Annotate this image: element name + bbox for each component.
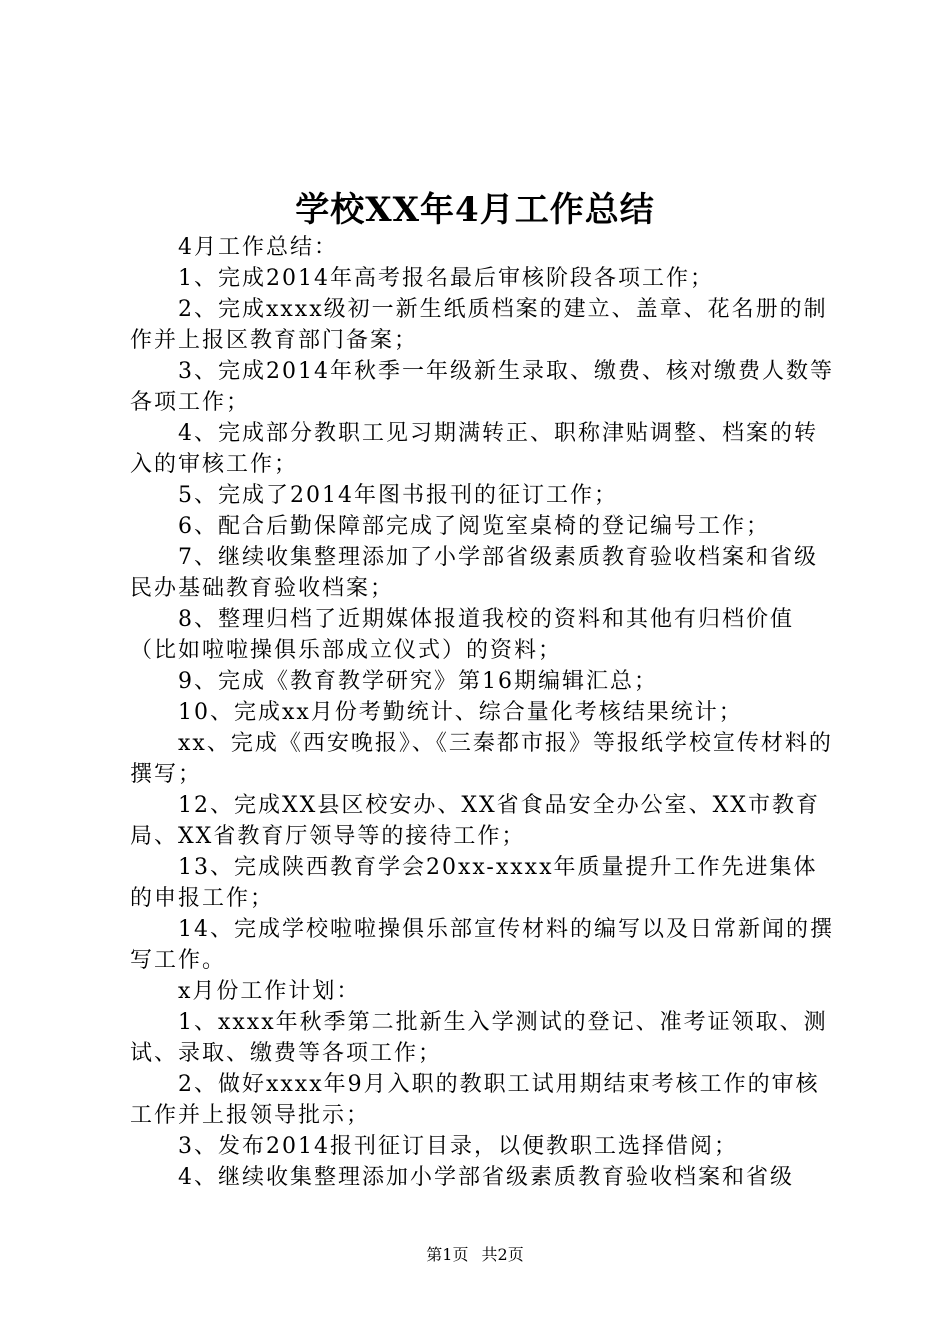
page-number: 第1页 [426,1245,469,1264]
paragraph: 7、继续收集整理添加了小学部省级素质教育验收档案和省级民办基础教育验收档案； [130,545,818,601]
paragraph: 8、整理归档了近期媒体报道我校的资料和其他有归档价值（比如啦啦操俱乐部成立仪式）的资料； [130,607,794,663]
paragraph: 6、配合后勤保障部完成了阅览室桌椅的登记编号工作； [178,514,770,539]
paragraph: 2、做好xxxx年9月入职的教职工试用期结束考核工作的审核工作并上报领导批示； [130,1072,820,1128]
page-footer [0,1244,950,1266]
paragraph: xx、完成《西安晚报》、《三秦都市报》等报纸学校宣传材料的撰写； [130,731,833,787]
paragraph: 3、完成2014年秋季一年级新生录取、缴费、核对缴费人数等各项工作； [130,359,834,415]
document-body [130,232,836,1193]
paragraph: 5、完成了2014年图书报刊的征订工作； [178,483,618,508]
paragraph: 4月工作总结： [178,235,338,260]
paragraph: 14、完成学校啦啦操俱乐部宣传材料的编写以及日常新闻的撰写工作。 [130,917,834,973]
paragraph: 12、完成XX县区校安办、XX省食品安全办公室、XX市教育局、XX省教育厅领导等的接待工作； [130,793,820,849]
document-title: 学校XX年4月工作总结 [295,190,655,230]
paragraph: 2、完成xxxx级初一新生纸质档案的建立、盖章、花名册的制作并上报区教育部门备案； [130,297,828,353]
paragraph: 4、继续收集整理添加小学部省级素质教育验收档案和省级 [178,1165,794,1190]
paragraph: 1、完成2014年高考报名最后审核阶段各项工作； [178,266,714,291]
paragraph: 10、完成xx月份考勤统计、综合量化考核结果统计； [178,700,743,725]
paragraph: x月份工作计划： [178,979,361,1004]
paragraph: 9、完成《教育教学研究》第16期编辑汇总； [178,669,658,694]
paragraph: 13、完成陕西教育学会20xx-xxxx年质量提升工作先进集体的申报工作； [130,855,818,911]
paragraph: 4、完成部分教职工见习期满转正、职称津贴调整、档案的转入的审核工作； [130,421,818,477]
page-total: 共2页 [481,1245,524,1264]
paragraph: 3、发布2014报刊征订目录，以便教职工选择借阅； [178,1134,738,1159]
paragraph: 1、xxxx年秋季第二批新生入学测试的登记、准考证领取、测试、录取、缴费等各项工作； [130,1010,828,1066]
